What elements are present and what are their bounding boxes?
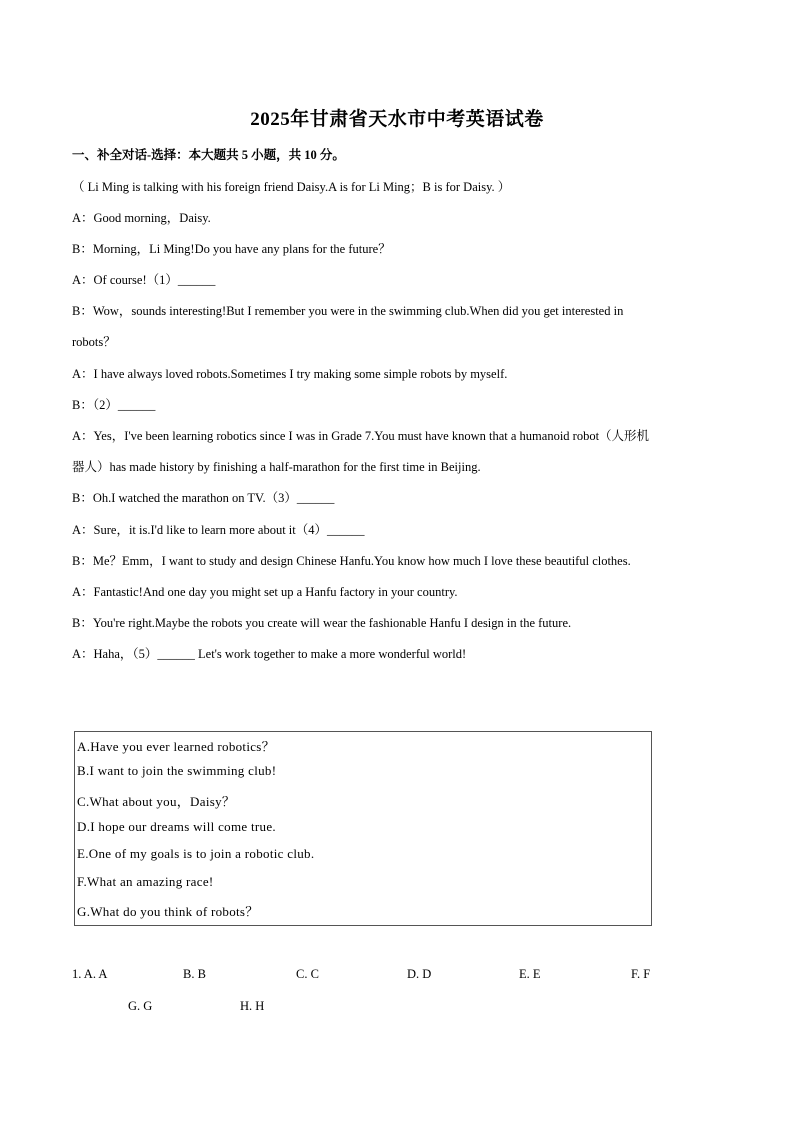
dialogue-line: B：Morning，Li Ming!Do you have any plans for the future？	[72, 242, 391, 256]
answer-choice-b[interactable]: B. B	[183, 967, 206, 981]
dialogue-line: A：Fantastic!And one day you might set up a Hanfu factory in your country.	[72, 585, 458, 599]
answer-choice-d[interactable]: D. D	[407, 967, 432, 981]
option-e: E.One of my goals is to join a robotic club.	[77, 846, 315, 861]
answer-choice-g[interactable]: G. G	[128, 999, 153, 1013]
answer-choice-h[interactable]: H. H	[240, 999, 265, 1013]
dialogue-line: B：Wow，sounds interesting!But I remember you were in the swimming club.When did you get interested in	[72, 304, 624, 318]
dialogue-line: A：Of course!（1）______	[72, 273, 216, 287]
dialogue-line: A：I have always loved robots.Sometimes I try making some simple robots by myself.	[72, 367, 508, 381]
option-d: D.I hope our dreams will come true.	[77, 819, 276, 834]
option-g: G.What do you think of robots？	[77, 904, 259, 919]
answer-choice-c[interactable]: C. C	[296, 967, 319, 981]
options-box	[74, 731, 652, 926]
page-title: 2025年甘肃省天水市中考英语试卷	[250, 109, 544, 130]
dialogue-line: A：Sure，it is.I'd like to learn more about it（4）______	[72, 523, 365, 537]
dialogue-line: A：Good morning，Daisy.	[72, 211, 211, 225]
answer-choice-e[interactable]: E. E	[519, 967, 541, 981]
answer-choice-f[interactable]: F. F	[631, 967, 651, 981]
answer-choice-a[interactable]: 1. A. A	[72, 967, 108, 981]
dialogue-intro: （ Li Ming is talking with his foreign friend Daisy.A is for Li Ming；B is for Daisy. ）	[72, 180, 511, 194]
dialogue-line: robots？	[72, 335, 116, 349]
dialogue-line: B：（2）______	[72, 398, 156, 412]
section-heading: 一、补全对话-选择：本大题共 5 小题，共 10 分。	[72, 148, 345, 162]
dialogue-line: B：Oh.I watched the marathon on TV.（3）______	[72, 491, 335, 505]
dialogue-line: B：Me？Emm，I want to study and design Chinese Hanfu.You know how much I love these beautiful clothes.	[72, 554, 631, 568]
dialogue-line: B：You're right.Maybe the robots you create will wear the fashionable Hanfu I design in the future.	[72, 616, 572, 630]
dialogue-line: A：Haha，（5）______ Let's work together to make a more wonderful world!	[72, 647, 467, 661]
dialogue-line: 器人）has made history by finishing a half-marathon for the first time in Beijing.	[72, 460, 481, 474]
option-f: F.What an amazing race!	[77, 874, 214, 889]
dialogue-line: A：Yes，I've been learning robotics since I was in Grade 7.You must have known that a humanoid robot（人形机	[72, 429, 650, 443]
option-a: A.Have you ever learned robotics？	[77, 739, 275, 754]
option-b: B.I want to join the swimming club!	[77, 763, 277, 778]
option-c: C.What about you，Daisy？	[77, 794, 236, 809]
